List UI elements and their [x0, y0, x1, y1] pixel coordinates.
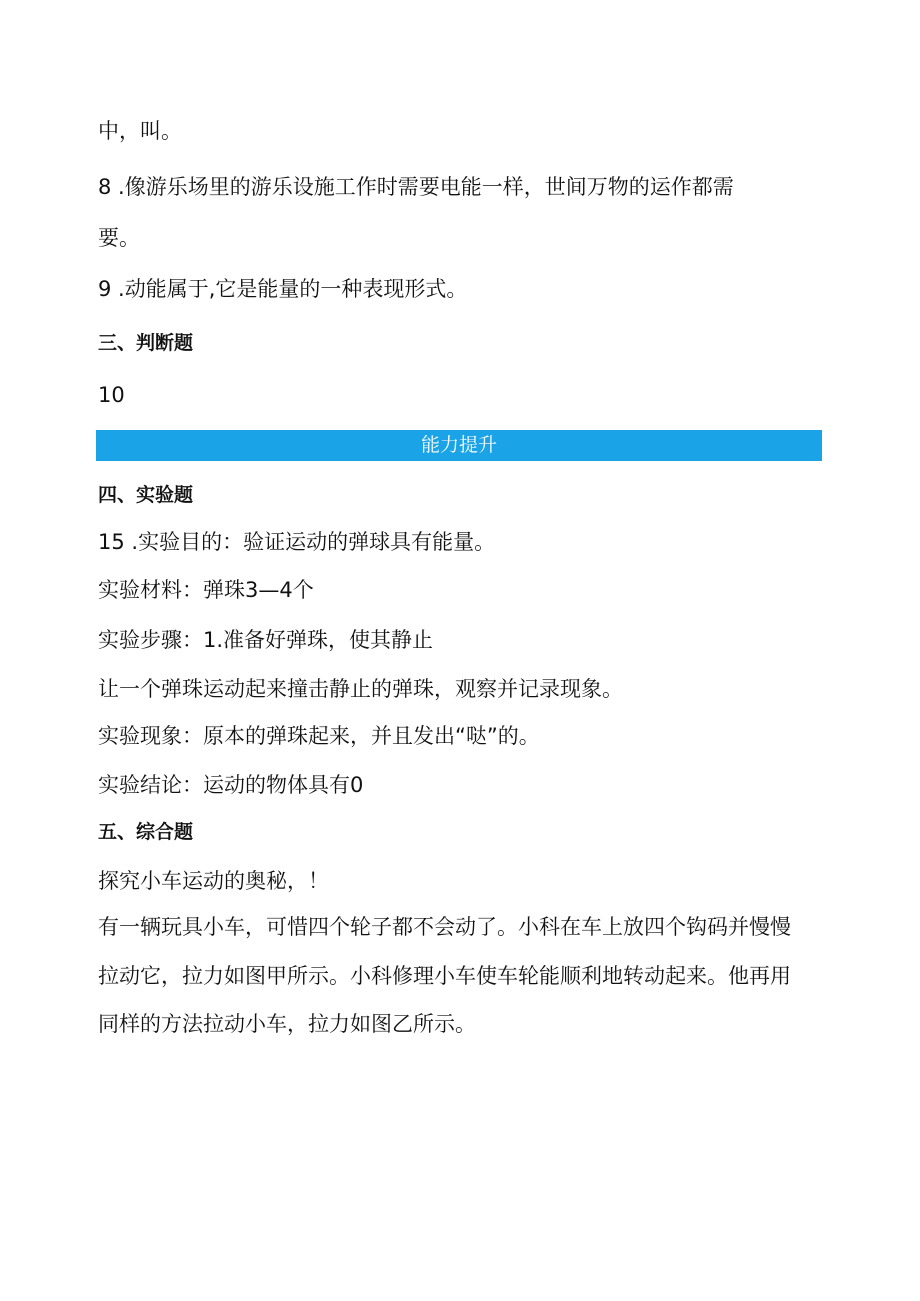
paragraph-line: 同样的方法拉动小车，拉力如图乙所示。	[98, 1012, 476, 1036]
text-line: 要。	[98, 226, 140, 250]
paragraph-line: 有一辆玩具小车，可惜四个轮子都不会动了。小科在车上放四个钩码并慢慢	[98, 915, 791, 939]
experiment-steps-2: 让一个弹珠运动起来撞击静止的弹珠，观察并记录现象。	[98, 677, 623, 701]
section-heading-true-false: 三、判断题	[98, 332, 194, 354]
question-15: 15 .实验目的：验证运动的弹球具有能量。	[98, 530, 496, 554]
experiment-phenomenon: 实验现象：原本的弹珠起来，并且发出“哒”的。	[98, 724, 540, 748]
experiment-steps: 实验步骤：1.准备好弹珠，使其静止	[98, 628, 434, 652]
experiment-materials: 实验材料：弹珠3—4个	[98, 578, 314, 602]
text-line: 中，叫。	[98, 119, 182, 143]
question-8: 8 .像游乐场里的游乐设施工作时需要电能一样，世间万物的运作都需	[98, 175, 734, 199]
experiment-conclusion: 实验结论：运动的物体具有0	[98, 773, 364, 797]
question-10: 10	[98, 383, 125, 407]
ability-banner: 能力提升	[96, 430, 822, 461]
question-9: 9 .动能属于,它是能量的一种表现形式。	[98, 277, 468, 301]
text-line: 探究小车运动的奥秘，！	[98, 869, 329, 893]
paragraph-line: 拉动它，拉力如图甲所示。小科修理小车使车轮能顺利地转动起来。他再用	[98, 964, 791, 988]
section-heading-experiment: 四、实验题	[98, 484, 194, 506]
section-heading-comprehensive: 五、综合题	[98, 821, 194, 843]
